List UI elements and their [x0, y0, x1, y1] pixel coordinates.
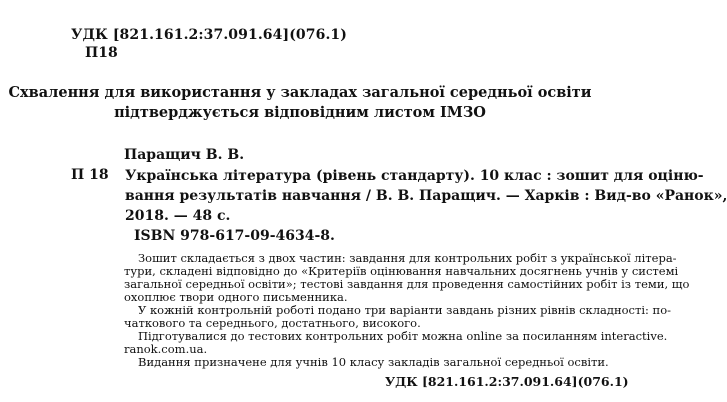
annotation-line: охоплює твори одного письменника.: [124, 290, 348, 304]
udk-header: УДК [821.161.2:37.091.64](076.1): [71, 27, 347, 43]
annotation-line: Підготувалися до тестових контрольних робіт можна online за посиланням interactive.: [138, 329, 668, 343]
isbn: ISBN 978-617-09-4634-8.: [134, 228, 335, 244]
catalog-code: П18: [85, 45, 118, 61]
approval-notice: [0, 83, 600, 123]
annotation-line: Видання призначене для учнів 10 класу закладів загальної середньої освіти.: [138, 355, 609, 369]
bibliographic-record: [125, 166, 727, 226]
bib-line: Українська література (рівень стандарту). 10 клас : зошит для оціню-: [125, 168, 704, 184]
approval-line-1: Схвалення для використання у закладах загальної середньої освіти: [8, 84, 592, 101]
side-catalog-code: П 18: [71, 167, 109, 183]
annotation-line: чаткового та середнього, достатнього, високого.: [124, 316, 421, 330]
annotation-line: У кожній контрольній роботі подано три варіанти завдань різних рівнів складності: по-: [138, 303, 672, 317]
annotation-line: Зошит складається з двох частин: завдання для контрольних робіт з української літера-: [138, 251, 677, 265]
approval-line-2: підтверджується відповідним листом ІМЗО: [114, 104, 486, 121]
annotation: [124, 251, 690, 369]
bib-line: 2018. — 48 с.: [125, 208, 231, 224]
bib-line: вання результатів навчання / В. В. Паращич. — Харків : Вид-во «Ранок»,: [125, 188, 727, 204]
author-name: Паращич В. В.: [124, 147, 245, 163]
annotation-line: тури, складені відповідно до «Критеріїв оцінювання навчальних досягнень учнів у системі: [124, 264, 679, 278]
annotation-line: загальної середньої освіти»; тестові завдання для проведення самостійних робіт із теми, що: [124, 277, 690, 291]
annotation-line: ranok.com.ua.: [124, 342, 208, 356]
udk-footer: УДК [821.161.2:37.091.64](076.1): [385, 374, 629, 389]
